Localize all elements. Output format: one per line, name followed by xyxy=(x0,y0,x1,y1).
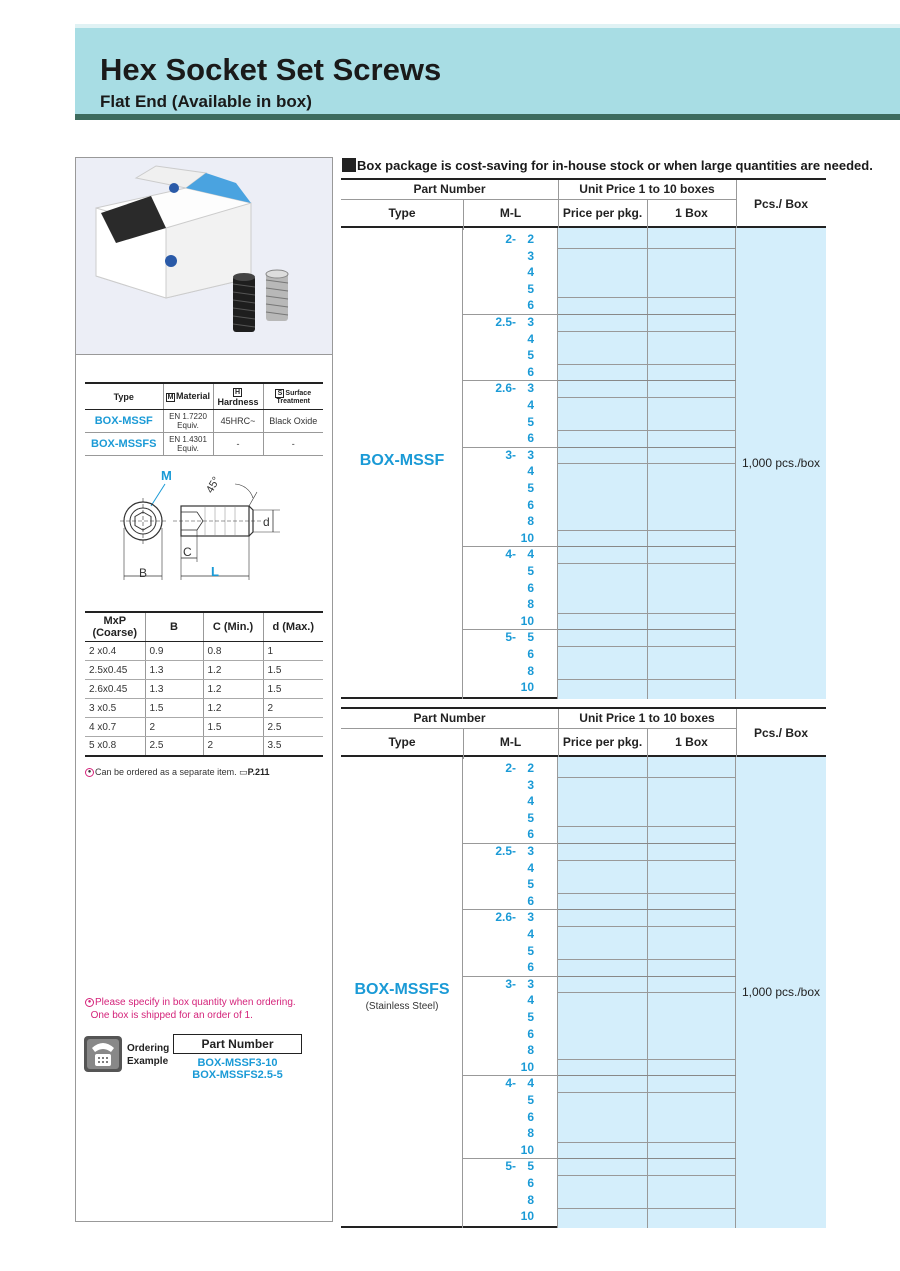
header-unit-price: Unit Price 1 to 10 boxes xyxy=(579,711,715,725)
spec-surface: - xyxy=(263,433,323,456)
dim-header-d: d (Max.) xyxy=(263,612,323,642)
ml-m-value: 2- xyxy=(505,232,516,246)
ml-row xyxy=(463,777,558,794)
ml-m-value: 5- xyxy=(505,1159,516,1174)
ordering-label: Ordering Example xyxy=(127,1043,170,1067)
ml-l-value: 6 xyxy=(527,647,534,661)
ml-l-value: 6 xyxy=(527,1109,534,1124)
ml-l-value: 8 xyxy=(527,1043,534,1058)
ml-l-value: 6 xyxy=(527,298,534,313)
price-row-divider xyxy=(558,1175,736,1176)
ml-l-value: 5 xyxy=(527,1093,534,1107)
ml-row xyxy=(463,1142,558,1159)
ml-l-value: 2 xyxy=(527,232,534,246)
ml-l-value: 6 xyxy=(527,1026,534,1041)
dim-cell: 1.5 xyxy=(263,680,323,699)
dim-header-c: C (Min.) xyxy=(203,612,263,642)
ml-row xyxy=(463,1125,558,1142)
dim-cell: 2.5x0.45 xyxy=(85,661,145,680)
ml-row xyxy=(463,1026,558,1043)
type-column xyxy=(341,757,463,1228)
ordering-example-1: BOX-MSSF3-10 xyxy=(197,1057,278,1069)
ml-row xyxy=(463,563,558,580)
pcs-value: 1,000 pcs./box xyxy=(741,455,821,470)
group-divider xyxy=(558,546,736,547)
ml-l-value: 5 xyxy=(527,1159,534,1174)
ml-l-value: 3 xyxy=(527,381,534,396)
spec-header-surface: S Surface Treatment xyxy=(263,383,323,410)
ml-l-value: 10 xyxy=(520,1142,534,1157)
price-table-header xyxy=(341,707,826,757)
ordering-phone-icon xyxy=(84,1036,122,1072)
surface-badge-icon: S xyxy=(275,389,284,398)
ml-row xyxy=(463,793,558,810)
ml-row xyxy=(463,231,558,248)
price-table-mssf xyxy=(341,178,826,699)
header-one-box: 1 Box xyxy=(675,735,708,749)
ml-l-value: 4 xyxy=(527,1076,534,1091)
ml-l-value: 8 xyxy=(527,663,534,678)
price-row-divider xyxy=(558,530,736,531)
ml-l-value: 5 xyxy=(527,564,534,578)
ml-l-value: 6 xyxy=(527,580,534,595)
ml-row xyxy=(463,926,558,943)
ml-l-value: 5 xyxy=(527,1010,534,1024)
group-divider xyxy=(558,1075,736,1076)
ml-row xyxy=(463,1175,558,1192)
pin-icon: ● xyxy=(85,768,94,777)
dim-row xyxy=(85,680,323,699)
ml-l-value: 5 xyxy=(527,877,534,892)
spec-hardness: - xyxy=(213,433,263,456)
ml-row xyxy=(463,347,558,364)
dim-cell: 1.5 xyxy=(145,699,203,718)
ml-row xyxy=(463,281,558,298)
price-row-divider xyxy=(558,992,736,993)
ml-l-value: 10 xyxy=(520,1059,534,1074)
ml-m-value: 3- xyxy=(505,447,516,462)
ml-row xyxy=(463,909,558,926)
dim-header-b: B xyxy=(145,612,203,642)
ml-m-value: 5- xyxy=(505,630,516,645)
ml-row xyxy=(463,596,558,613)
ml-l-value: 8 xyxy=(527,1126,534,1141)
ml-l-value: 5 xyxy=(527,810,534,825)
ml-row xyxy=(463,430,558,447)
ml-column xyxy=(463,757,558,1228)
ml-m-value: 2.6- xyxy=(495,381,516,396)
header-one-box: 1 Box xyxy=(675,206,708,220)
header-type: Type xyxy=(388,206,416,220)
ml-m-value: 4- xyxy=(505,547,516,562)
dim-row xyxy=(85,718,323,737)
ordering-part-number-title: Part Number xyxy=(173,1034,302,1054)
ml-row xyxy=(463,1059,558,1076)
ml-l-value: 3 xyxy=(527,910,534,925)
ml-l-value: 6 xyxy=(527,1176,534,1190)
ml-row xyxy=(463,893,558,910)
dim-cell: 1.3 xyxy=(145,680,203,699)
header-price-per-pkg: Price per pkg. xyxy=(562,206,643,220)
ml-l-value: 6 xyxy=(527,960,534,975)
price-row-divider xyxy=(558,364,736,365)
spec-material: EN 1.7220 Equiv. xyxy=(163,410,213,433)
type-name: BOX-MSSFS xyxy=(354,980,450,998)
bullet-square-icon xyxy=(342,158,356,172)
ml-l-value: 8 xyxy=(527,597,534,612)
ml-m-value: 2.5- xyxy=(495,844,516,858)
header-price-per-pkg: Price per pkg. xyxy=(562,735,643,749)
dim-cell: 3 x0.5 xyxy=(85,699,145,718)
dim-cell: 1.5 xyxy=(203,718,263,737)
ml-l-value: 3 xyxy=(527,315,534,329)
dim-cell: 2 xyxy=(263,699,323,718)
product-box-illustration xyxy=(76,158,332,355)
ml-row xyxy=(463,826,558,843)
ml-l-value: 3 xyxy=(527,976,534,991)
ml-row xyxy=(463,810,558,827)
dim-cell: 2 xyxy=(145,718,203,737)
price-row-divider xyxy=(558,331,736,332)
dim-cell: 1.2 xyxy=(203,661,263,680)
pcs-value: 1,000 pcs./box xyxy=(741,984,821,999)
ml-l-value: 4 xyxy=(527,331,534,346)
price-row-divider xyxy=(558,860,736,861)
price-row-divider xyxy=(558,248,736,249)
header-pcs-box: Pcs./ Box xyxy=(753,726,809,740)
label-d: d xyxy=(263,515,270,529)
spec-type: BOX-MSSFS xyxy=(85,433,163,456)
ml-l-value: 8 xyxy=(527,1192,534,1207)
ml-l-value: 5 xyxy=(527,348,534,363)
ml-row xyxy=(463,546,558,563)
price-row-divider xyxy=(558,1142,736,1143)
ml-l-value: 8 xyxy=(527,514,534,529)
ml-l-value: 4 xyxy=(527,927,534,941)
price-row-divider xyxy=(558,1208,736,1209)
ml-row xyxy=(463,297,558,314)
hardness-badge-icon: H xyxy=(234,389,241,396)
ml-l-value: 6 xyxy=(527,827,534,842)
header-pcs-box: Pcs./ Box xyxy=(753,197,809,211)
ml-row xyxy=(463,480,558,497)
price-row-divider xyxy=(558,646,736,647)
price-row-divider xyxy=(558,397,736,398)
page-ref[interactable]: P.211 xyxy=(247,767,270,777)
ml-row xyxy=(463,397,558,414)
dimension-table xyxy=(85,611,323,757)
dim-cell: 2 xyxy=(203,737,263,756)
price-row-divider xyxy=(558,430,736,431)
ml-l-value: 6 xyxy=(527,893,534,908)
header-part-number: Part Number xyxy=(413,711,486,725)
ml-l-value: 4 xyxy=(527,265,534,280)
dim-cell: 1.3 xyxy=(145,661,203,680)
group-divider xyxy=(558,314,736,315)
ml-row xyxy=(463,414,558,431)
price-row-divider xyxy=(558,679,736,680)
type-subtitle: (Stainless Steel) xyxy=(365,1000,439,1012)
header-ml: M-L xyxy=(499,206,522,220)
spec-row xyxy=(85,433,323,456)
ml-column xyxy=(463,228,558,699)
ml-l-value: 6 xyxy=(527,431,534,446)
header-type: Type xyxy=(388,735,416,749)
ml-row xyxy=(463,876,558,893)
dim-cell: 1.5 xyxy=(263,661,323,680)
ml-l-value: 4 xyxy=(527,547,534,562)
dim-cell: 2.5 xyxy=(145,737,203,756)
ml-row xyxy=(463,679,558,696)
ml-row xyxy=(463,264,558,281)
material-badge-icon: M xyxy=(167,394,174,401)
ml-row xyxy=(463,530,558,547)
ml-row xyxy=(463,1042,558,1059)
dim-header-mxp: MxP (Coarse) xyxy=(85,612,145,642)
dim-row xyxy=(85,737,323,756)
ml-l-value: 6 xyxy=(527,364,534,379)
ml-l-value: 10 xyxy=(520,530,534,545)
ml-l-value: 4 xyxy=(527,993,534,1008)
group-divider xyxy=(558,447,736,448)
ml-row xyxy=(463,380,558,397)
price-table-header xyxy=(341,178,826,228)
header-shadow xyxy=(75,114,900,120)
ml-l-value: 5 xyxy=(527,943,534,958)
header-unit-price: Unit Price 1 to 10 boxes xyxy=(579,182,715,196)
label-l: L xyxy=(211,564,219,579)
group-divider xyxy=(558,976,736,977)
dim-row xyxy=(85,661,323,680)
ml-l-value: 5 xyxy=(527,481,534,495)
price-row-divider xyxy=(558,463,736,464)
ml-row xyxy=(463,497,558,514)
group-divider xyxy=(558,843,736,844)
dim-row xyxy=(85,699,323,718)
ml-row xyxy=(463,1092,558,1109)
ml-l-value: 4 xyxy=(527,464,534,479)
spec-material: EN 1.4301 Equiv. xyxy=(163,433,213,456)
price-row-divider xyxy=(558,826,736,827)
ml-row xyxy=(463,463,558,480)
price-row-divider xyxy=(558,777,736,778)
spec-header-hardness: HHardness xyxy=(213,383,263,410)
dim-cell: 3.5 xyxy=(263,737,323,756)
ml-l-value: 4 xyxy=(527,860,534,875)
price-row-divider xyxy=(558,613,736,614)
ml-row xyxy=(463,364,558,381)
dim-cell: 0.9 xyxy=(145,642,203,661)
dim-cell: 1 xyxy=(263,642,323,661)
price-row-divider xyxy=(558,959,736,960)
dimension-drawing xyxy=(85,462,323,592)
type-name: BOX-MSSF xyxy=(359,451,445,469)
ml-row xyxy=(463,943,558,960)
ml-row xyxy=(463,331,558,348)
ml-row xyxy=(463,760,558,777)
ml-l-value: 4 xyxy=(527,398,534,412)
dim-cell: 1.2 xyxy=(203,680,263,699)
dim-row xyxy=(85,642,323,661)
group-divider xyxy=(558,1158,736,1159)
ml-row xyxy=(463,580,558,597)
label-b: B xyxy=(139,566,148,580)
spec-header-material: M Material xyxy=(163,383,213,410)
ml-row xyxy=(463,663,558,680)
type-column xyxy=(341,228,463,699)
separate-item-note: ● Can be ordered as a separate item. ▭P.211 xyxy=(85,767,270,778)
dim-cell: 1.2 xyxy=(203,699,263,718)
ml-row xyxy=(463,447,558,464)
ml-row xyxy=(463,1075,558,1092)
spec-type: BOX-MSSF xyxy=(85,410,163,433)
ml-row xyxy=(463,860,558,877)
page-ref-icon: ▭ xyxy=(239,767,248,777)
pcs-column xyxy=(736,228,826,699)
ml-m-value: 2.5- xyxy=(495,315,516,329)
price-row-divider xyxy=(558,893,736,894)
ml-row xyxy=(463,1158,558,1175)
ml-row xyxy=(463,843,558,860)
dim-cell: 5 x0.8 xyxy=(85,737,145,756)
price-row-divider xyxy=(558,563,736,564)
header-part-number: Part Number xyxy=(413,182,486,196)
group-divider xyxy=(558,629,736,630)
dim-cell: 2.6x0.45 xyxy=(85,680,145,699)
price-table-body xyxy=(341,757,826,1228)
ml-row xyxy=(463,513,558,530)
price-row-divider xyxy=(558,1059,736,1060)
ml-l-value: 3 xyxy=(527,777,534,792)
dim-cell: 4 x0.7 xyxy=(85,718,145,737)
ml-m-value: 2- xyxy=(505,761,516,775)
ml-row xyxy=(463,248,558,265)
group-divider xyxy=(558,380,736,381)
group-divider xyxy=(558,909,736,910)
ml-l-value: 3 xyxy=(527,447,534,462)
dim-cell: 2 x0.4 xyxy=(85,642,145,661)
spec-header-type: Type xyxy=(85,383,163,410)
ml-row xyxy=(463,629,558,646)
price-row-divider xyxy=(558,297,736,298)
price-row-divider xyxy=(558,926,736,927)
ordering-example-2: BOX-MSSFS2.5-5 xyxy=(192,1069,283,1081)
page-subtitle: Flat End (Available in box) xyxy=(100,92,312,111)
ml-l-value: 6 xyxy=(527,497,534,512)
ml-m-value: 3- xyxy=(505,976,516,991)
pin-icon: ● xyxy=(85,998,94,1007)
ml-l-value: 5 xyxy=(527,630,534,645)
price-column xyxy=(558,228,736,699)
price-table-mssfs xyxy=(341,707,826,1228)
dim-cell: 0.8 xyxy=(203,642,263,661)
spec-surface: Black Oxide xyxy=(263,410,323,433)
ml-l-value: 3 xyxy=(527,248,534,263)
ml-m-value: 4- xyxy=(505,1076,516,1091)
ml-m-value: 2.6- xyxy=(495,910,516,925)
page-title: Hex Socket Set Screws xyxy=(100,52,442,87)
intro-text: Box package is cost-saving for in-house stock or when large quantities are needed. xyxy=(342,158,873,173)
label-c: C xyxy=(183,545,192,559)
ml-l-value: 4 xyxy=(527,794,534,809)
label-m: M xyxy=(161,468,172,483)
box-quantity-note: ● Please specify in box quantity when ordering. One box is shipped for an order of 1. xyxy=(85,996,296,1022)
dim-cell: 2.5 xyxy=(263,718,323,737)
ml-row xyxy=(463,1009,558,1026)
ml-l-value: 5 xyxy=(527,281,534,296)
pcs-column xyxy=(736,757,826,1228)
spec-row xyxy=(85,410,323,433)
spec-hardness: 45HRC~ xyxy=(213,410,263,433)
spec-table xyxy=(85,382,323,456)
price-column xyxy=(558,757,736,1228)
ml-l-value: 2 xyxy=(527,761,534,775)
ml-row xyxy=(463,314,558,331)
product-photo xyxy=(76,158,332,355)
ml-row xyxy=(463,976,558,993)
ml-row xyxy=(463,1192,558,1209)
price-row-divider xyxy=(558,1092,736,1093)
ml-row xyxy=(463,646,558,663)
ml-row xyxy=(463,613,558,630)
ml-l-value: 10 xyxy=(520,680,534,695)
price-table-body xyxy=(341,228,826,699)
ml-row xyxy=(463,959,558,976)
ml-row xyxy=(463,1109,558,1126)
label-angle: 45° xyxy=(204,474,223,496)
ml-l-value: 10 xyxy=(520,613,534,628)
ml-row xyxy=(463,992,558,1009)
ml-row xyxy=(463,1208,558,1225)
ml-l-value: 5 xyxy=(527,414,534,429)
ml-l-value: 10 xyxy=(520,1209,534,1224)
ml-l-value: 3 xyxy=(527,844,534,858)
header-ml: M-L xyxy=(499,735,522,749)
